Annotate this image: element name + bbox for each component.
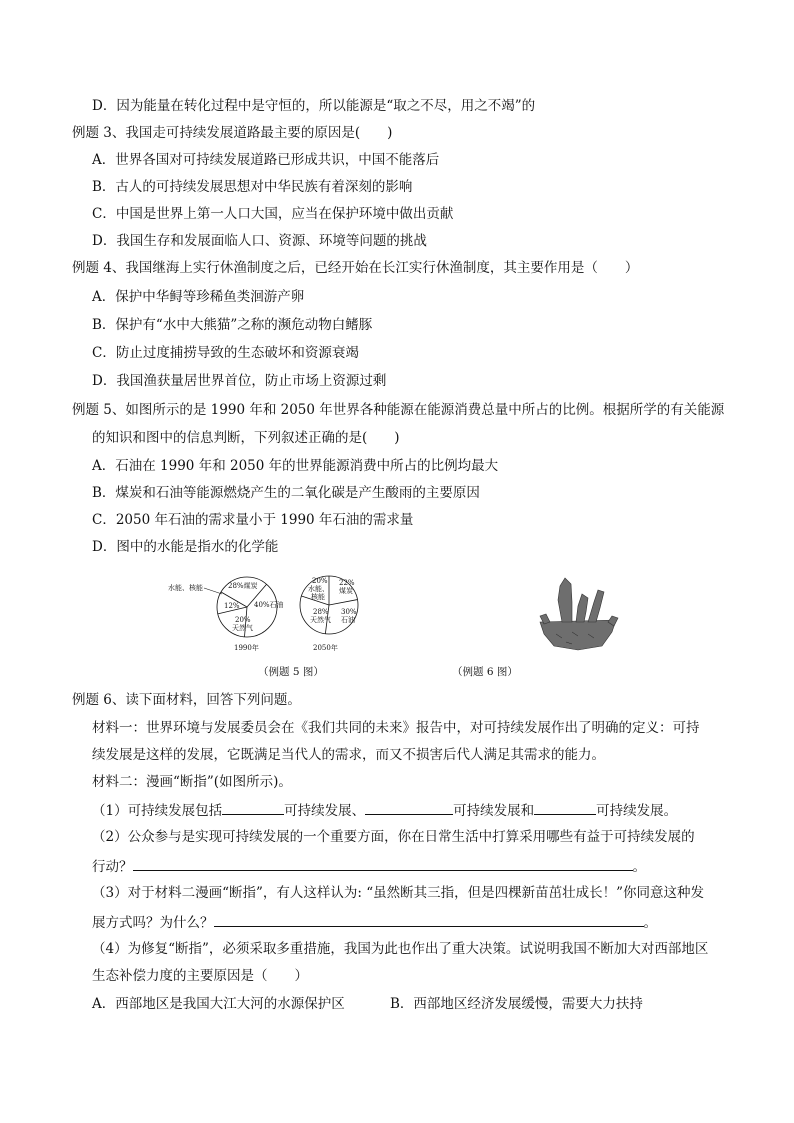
- pie1990-label-oil: 40%石油: [254, 601, 284, 609]
- figure6-caption: （例题 6 图）: [452, 666, 518, 678]
- pie2050-label-coal: 煤炭: [339, 587, 353, 595]
- pie2050-label-oil: 石油: [341, 616, 355, 624]
- pie1990-label-coal: 28%煤炭: [228, 582, 258, 590]
- ex5-option-a: A．石油在 1990 年和 2050 年的世界能源消费中所占的比例均最大: [92, 458, 499, 474]
- pie1990-label-gas-pct: 20%: [235, 616, 251, 624]
- ex6-stem: 例题 6、读下面材料，回答下列问题。: [72, 692, 301, 708]
- pie2050-label-coal-pct: 22%: [339, 579, 355, 587]
- ex4-stem: 例题 4、我国继海上实行休渔制度之后，已经开始在长江实行休渔制度，其主要作用是（ ）: [72, 260, 639, 276]
- q1-text-c: 可持续发展和: [453, 803, 535, 819]
- ex6-q4-line2: 生态补偿力度的主要原因是（ ）: [92, 968, 308, 984]
- q3-text: 展方式吗？为什么？: [92, 915, 214, 931]
- pie1990-label-hydro: 12%: [224, 602, 240, 610]
- figure5-caption: （例题 5 图）: [258, 666, 324, 678]
- ex5-stem-line1: 例题 5、如图所示的是 1990 年和 2050 年世界各种能源在能源消费总量中所占的比例。根据所学的有关能源: [72, 402, 725, 418]
- pie2050-year: 2050年: [313, 644, 338, 652]
- ex6-material1-line1: 材料一：世界环境与发展委员会在《我们共同的未来》报告中，对可持续发展作出了明确的定义：可持: [92, 720, 700, 736]
- pie1990-year: 1990年: [234, 644, 259, 652]
- pie2050-label-hydro-pct: 20%: [312, 577, 328, 585]
- q1-text-a: （1）可持续发展包括: [92, 803, 223, 819]
- q1-blank-2[interactable]: [365, 800, 453, 815]
- ex6-q2-line2: [92, 856, 646, 876]
- ex4-option-c: C．防止过度捕捞导致的生态破坏和资源衰竭: [92, 345, 359, 361]
- ex4-option-a: A．保护中华鲟等珍稀鱼类洄游产卵: [92, 289, 305, 305]
- pie2050-label-gas-pct: 28%: [313, 608, 329, 616]
- ex5-option-b: B．煤炭和石油等能源燃烧产生的二氧化碳是产生酸雨的主要原因: [92, 485, 480, 501]
- ex4-option-d: D．我国渔获量居世界首位，防止市场上资源过剩: [92, 373, 387, 389]
- pie2050-label-oil-pct: 30%: [341, 608, 357, 616]
- q1-text-b: 可持续发展、: [284, 803, 366, 819]
- ex6-q3-line1: （3）对于材料二漫画“断指”，有人这样认为: “虽然断其三指，但是四棵新苗茁壮成长！”你同意这种发: [92, 885, 705, 901]
- ex4-option-b: B．保护有“水中大熊猫”之称的濒危动物白鳍豚: [92, 317, 373, 333]
- pie1990-outside-label: 水能、核能: [168, 584, 203, 592]
- ex6-material1-line2: 续发展是这样的发展，它既满足当代人的需求，而又不损害后代人满足其需求的能力。: [92, 747, 605, 763]
- ex5-stem-line2: 的知识和图中的信息判断，下列叙述正确的是( ): [92, 430, 400, 446]
- q1-text-d: 可持续发展。: [596, 803, 678, 819]
- q2-period: 。: [632, 859, 646, 875]
- broken-fingers-cartoon: [532, 572, 624, 654]
- ex6-q4-line1: （4）为修复“断指”，必须采取多重措施，我国为此也作出了重大决策。试说明我国不断加大对西部地区: [92, 941, 709, 957]
- leader-line: [204, 588, 222, 594]
- pie2050-label-hydro1: 水能、: [308, 585, 329, 593]
- q3-answer-blank[interactable]: [214, 912, 644, 927]
- pie2050-label-gas: 天然气: [310, 616, 331, 624]
- pie1990-label-gas: 天然气: [232, 624, 253, 632]
- prev-option-d: D．因为能量在转化过程中是守恒的，所以能源是“取之不尽，用之不竭”的: [92, 98, 536, 114]
- q2-text: 行动？: [92, 859, 133, 875]
- right-finger: [588, 590, 604, 622]
- ex3-option-c: C．中国是世界上第一人口大国，应当在保护环境中做出贡献: [92, 206, 454, 222]
- ex3-option-d: D．我国生存和发展面临人口、资源、环境等问题的挑战: [92, 233, 427, 249]
- ex6-q4-option-b: B．西部地区经济发展缓慢，需要大力扶持: [390, 996, 643, 1012]
- ex6-q2-line1: （2）公众参与是实现可持续发展的一个重要方面，你在日常生活中打算采用哪些有益于可持续发展的: [92, 829, 695, 845]
- q2-answer-blank[interactable]: [133, 856, 633, 871]
- ex3-stem: 例题 3、我国走可持续发展道路最主要的原因是( ): [72, 125, 393, 141]
- q1-blank-3[interactable]: [534, 800, 596, 815]
- ex3-option-a: A．世界各国对可持续发展道路已形成共识，中国不能落后: [92, 152, 440, 168]
- ex3-option-b: B．古人的可持续发展思想对中华民族有着深刻的影响: [92, 179, 413, 195]
- pie-charts-figure: [168, 572, 378, 654]
- ex6-material2: 材料二：漫画“断指”(如图所示)。: [92, 774, 292, 790]
- middle-finger-stump: [576, 594, 588, 622]
- ex6-q4-option-a: A．西部地区是我国大江大河的水源保护区: [92, 996, 345, 1012]
- q3-period: 。: [643, 915, 657, 931]
- ex6-q3-line2: [92, 912, 657, 932]
- ex6-q1: [92, 800, 677, 820]
- pie2050-label-hydro2: 核能: [311, 593, 325, 601]
- ex5-option-d: D．图中的水能是指水的化学能: [92, 539, 279, 555]
- q1-blank-1[interactable]: [222, 800, 284, 815]
- palm-shape: [540, 620, 616, 650]
- tall-finger: [558, 578, 572, 622]
- ex5-option-c: C．2050 年石油的需求量小于 1990 年石油的需求量: [92, 512, 414, 528]
